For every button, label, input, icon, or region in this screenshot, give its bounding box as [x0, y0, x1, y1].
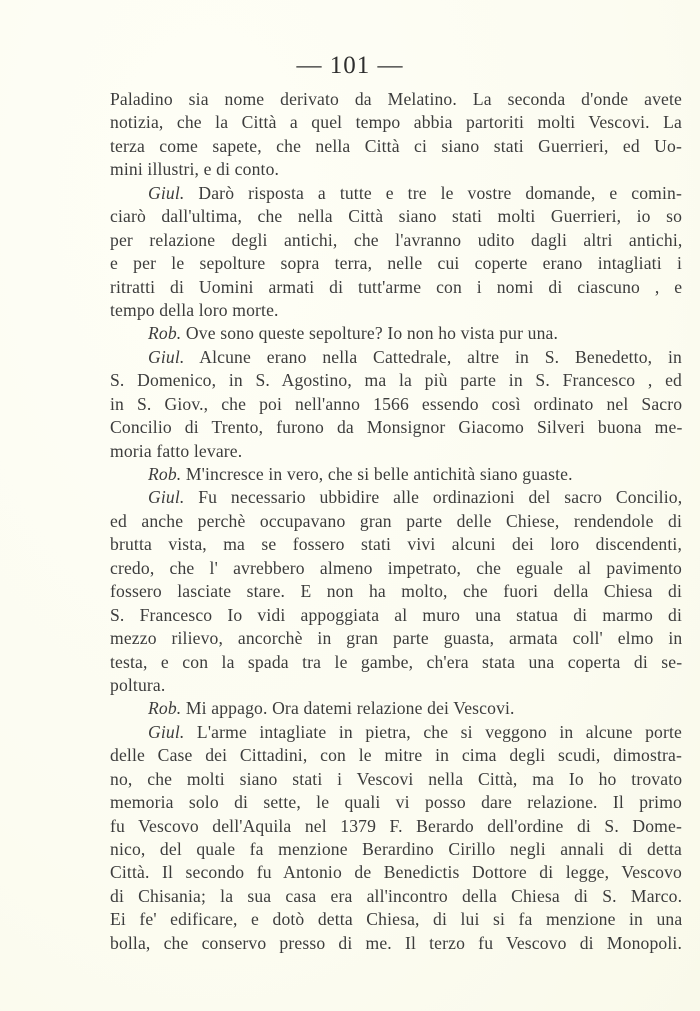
text-line — [110, 88, 682, 111]
text-line — [110, 463, 682, 486]
line-text: Concilio di Trento, furono da Monsignor Giacomo Silveri buona me- — [110, 417, 683, 438]
line-text: fossero lasciate stare. E non ha molto, che fuori della Chiesa di — [110, 581, 682, 602]
text-line — [110, 908, 682, 931]
line-text: tempo della loro morte. — [110, 299, 279, 320]
text-line — [110, 557, 682, 580]
line-text: moria fatto levare. — [110, 440, 243, 461]
text-line — [110, 627, 682, 650]
text-line — [110, 369, 682, 392]
line-text: brutta vista, ma se fossero stati vivi alcuni dei loro discendenti, — [110, 534, 682, 555]
text-line — [110, 510, 682, 533]
text-line — [110, 486, 682, 509]
text-line — [110, 885, 682, 908]
line-text: notizia, che la Città a quel tempo abbia partoriti molti Vescovi. La — [110, 112, 682, 133]
text-line — [110, 252, 682, 275]
text-line — [110, 416, 682, 439]
line-text: poltura. — [110, 674, 166, 695]
line-text: S. Domenico, in S. Agostino, ma la più parte in S. Francesco , ed — [110, 370, 682, 391]
line-text: ciarò dall'ultima, che nella Città siano stati molti Guerrieri, io so — [110, 206, 683, 227]
text-line — [110, 815, 682, 838]
text-line — [110, 768, 682, 791]
text-line — [110, 299, 682, 322]
text-line — [110, 111, 682, 134]
line-text: credo, che l' avrebbero almeno impetrato, che eguale al pavimento — [110, 557, 682, 578]
line-text: no, che molti siano stati i Vescovi nella Città, ma Io ho trovato — [110, 768, 683, 789]
line-text: e per le sepolture sopra terra, nelle cui coperte erano intagliati i — [110, 253, 682, 274]
text-line — [110, 229, 682, 252]
line-text: nico, del quale fa menzione Berardino Cirillo negli annali di detta — [110, 839, 682, 859]
text-line — [110, 158, 682, 181]
speaker-label: Giul. — [148, 182, 185, 203]
line-text: in S. Giov., che poi nell'anno 1566 essendo così ordinato nel Sacro — [110, 393, 683, 414]
line-text: di Chisania; la sua casa era all'incontro della Chiesa di S. Marco. — [110, 885, 683, 906]
line-text: mini illustri, e di conto. — [110, 159, 280, 180]
text-line — [110, 697, 682, 720]
text-line — [110, 276, 682, 299]
text-line — [110, 651, 682, 674]
text-line — [110, 791, 682, 814]
line-text: bolla, che conservo presso di me. Il terzo fu Vescovo di Monopoli. — [110, 932, 682, 953]
line-text: Alcune erano nella Cattedrale, altre in S. Benedetto, in — [184, 346, 682, 367]
line-text: terza come sapete, che nella Città ci siano stati Guerrieri, ed Uo- — [110, 135, 682, 156]
line-text: ritratti di Uomini armati di tutt'arme con i nomi di ciascuno , e — [110, 276, 683, 297]
line-text: per relazione degli antichi, che l'avranno udito dagli altri antichi, — [110, 229, 683, 250]
line-text: memoria solo di sette, le quali vi posso dare relazione. Il primo — [110, 792, 682, 813]
line-text: Paladino sia nome derivato da Melatino. La seconda d'onde avete — [110, 89, 682, 109]
speaker-label: Giul. — [148, 487, 185, 508]
line-text: Ove sono queste sepolture? Io non ho vista pur una. — [181, 323, 559, 344]
line-text: Città. Il secondo fu Antonio de Benedictis Dottore di legge, Vescovo — [110, 862, 682, 883]
text-line — [110, 861, 682, 884]
text-line — [110, 932, 682, 955]
line-text: delle Case dei Cittadini, con le mitre in cima degli scudi, dimostra- — [110, 745, 682, 766]
body-text — [110, 88, 682, 955]
line-text: ed anche perchè occupavano gran parte delle Chiese, rendendole di — [110, 510, 682, 531]
line-text: testa, e con la spada tra le gambe, ch'era stata una coperta di se- — [110, 651, 683, 672]
text-line — [110, 674, 682, 697]
speaker-label: Rob. — [148, 464, 182, 484]
line-text: Darò risposta a tutte e tre le vostre domande, e comin- — [184, 182, 682, 203]
text-line — [110, 580, 682, 603]
text-line — [110, 721, 682, 744]
text-line — [110, 604, 682, 627]
line-text: Fu necessario ubbidire alle ordinazioni del sacro Concilio, — [184, 487, 683, 508]
text-line — [110, 393, 682, 416]
speaker-label: Giul. — [148, 346, 185, 367]
speaker-label: Giul. — [148, 721, 185, 742]
line-text: M'incresce in vero, che si belle antichità siano guaste. — [181, 464, 573, 484]
text-line — [110, 182, 682, 205]
speaker-label: Rob. — [148, 323, 182, 344]
line-text: fu Vescovo dell'Aquila nel 1379 F. Berardo dell'ordine di S. Dome- — [110, 815, 682, 836]
text-line — [110, 440, 682, 463]
text-line — [110, 346, 682, 369]
page-number: — 101 — — [296, 52, 404, 79]
text-line — [110, 322, 682, 345]
line-text: Ei fe' edificare, e dotò detta Chiesa, di lui si fa menzione in una — [110, 909, 683, 930]
line-text: S. Francesco Io vidi appoggiata al muro una statua di marmo di — [110, 604, 682, 625]
text-line — [110, 205, 682, 228]
line-text: Mi appago. Ora datemi relazione dei Vescovi. — [181, 698, 515, 719]
text-line — [110, 744, 682, 767]
speaker-label: Rob. — [148, 698, 182, 719]
text-line — [110, 533, 682, 556]
line-text: mezzo rilievo, ancorchè in gran parte guasta, armata coll' elmo in — [110, 628, 683, 649]
line-text: L'arme intagliate in pietra, che si veggono in alcune porte — [184, 721, 682, 742]
text-line — [110, 135, 682, 158]
text-line — [110, 838, 682, 861]
